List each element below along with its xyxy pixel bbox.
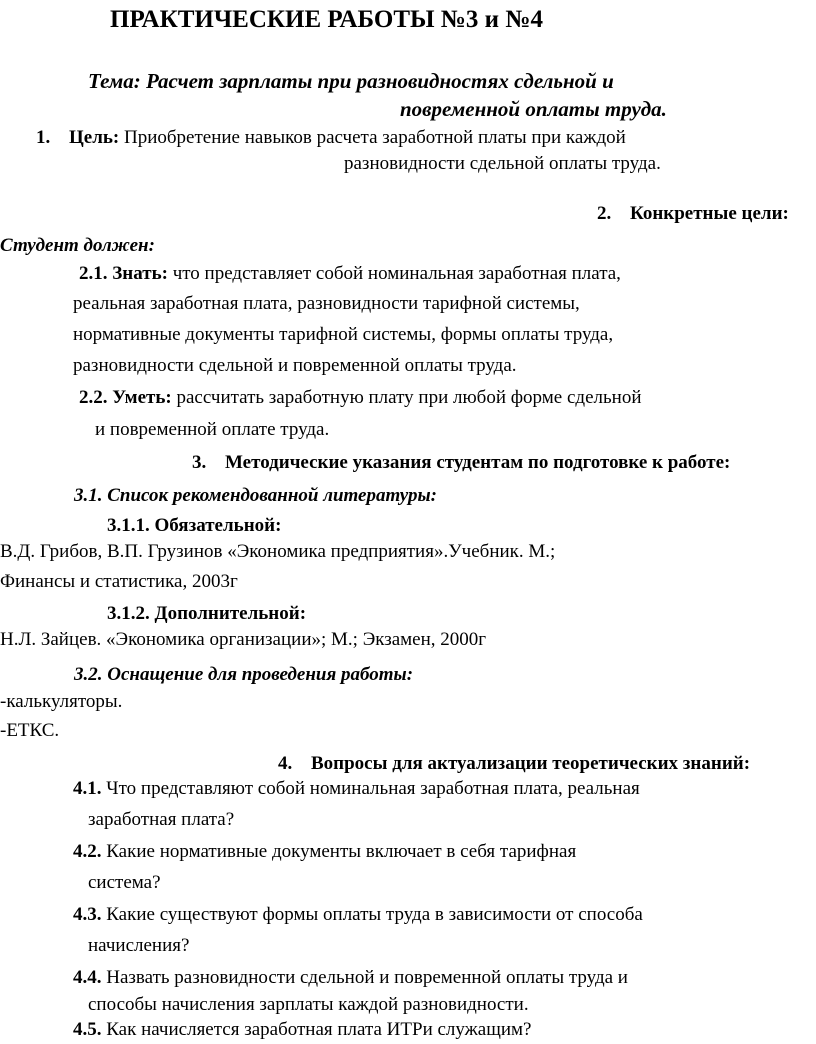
know-line-3: нормативные документы тарифной системы, формы оплаты труда, [73,324,614,345]
question-4-2-text: Какие нормативные документы включает в себя тарифная [101,841,577,862]
equipment-heading: 3.2. Оснащение для проведения работы: [74,664,414,685]
methodical-text: Методические указания студентам по подготовке к работе: [225,452,731,473]
question-4-2-line-2: система? [88,872,161,893]
page-title: ПРАКТИЧЕСКИЕ РАБОТЫ №3 и №4 [110,6,543,33]
question-4-3-label: 4.3. [73,904,102,925]
theme-line-2: повременной оплаты труда. [400,97,667,121]
questions-heading [278,752,750,776]
know-line-2: реальная заработная плата, разновидности тарифной системы, [73,293,580,314]
question-4-4-label: 4.4. [73,967,102,988]
know-text-1: что представляет собой номинальная заработная плата, [167,263,621,284]
literature-mandatory-line-1: В.Д. Грибов, В.П. Грузинов «Экономика предприятия».Учебник. М.; [0,541,556,562]
methodical-number: 3. [192,452,207,473]
goal-number: 1. [36,127,51,148]
goal-label: Цель: [69,127,120,148]
can-label: 2.2. Уметь: [79,387,172,408]
question-4-1-line-2: заработная плата? [88,809,235,830]
goal-text-1: Приобретение навыков расчета заработной платы при каждой [119,127,626,148]
literature-additional-heading: 3.1.2. Дополнительной: [107,603,307,624]
questions-text: Вопросы для актуализации теоретических знаний: [311,753,751,774]
goal-line-2: разновидности сдельной оплаты труда. [344,153,661,174]
specific-goals-text: Конкретные цели: [630,203,789,224]
question-4-2-label: 4.2. [73,841,102,862]
specific-goals-number: 2. [597,203,612,224]
specific-goals-heading [597,202,789,226]
equipment-item-1: -калькуляторы. [0,691,123,712]
question-4-5 [73,1018,531,1042]
can-line-1 [79,386,642,410]
question-4-1 [73,777,640,801]
question-4-4-line-2: способы начисления зарплаты каждой разновидности. [88,994,529,1015]
literature-mandatory-heading: 3.1.1. Обязательной: [107,515,282,536]
literature-additional-line-1: Н.Л. Зайцев. «Экономика организации»; М.; Экзамен, 2000г [0,629,487,650]
student-must: Студент должен: [0,235,155,256]
methodical-heading [192,451,730,475]
question-4-3 [73,903,643,927]
question-4-5-text: Как начисляется заработная плата ИТРи служащим? [101,1019,532,1040]
question-4-4-text: Назвать разновидности сдельной и повременной оплаты труда и [101,967,628,988]
literature-heading: 3.1. Список рекомендованной литературы: [74,485,437,506]
question-4-5-label: 4.5. [73,1019,102,1040]
equipment-item-2: -ЕТКС. [0,720,60,741]
know-label: 2.1. Знать: [79,263,168,284]
question-4-1-text: Что представляют собой номинальная заработная плата, реальная [101,778,640,799]
question-4-1-label: 4.1. [73,778,102,799]
know-line-1 [79,262,621,286]
literature-mandatory-line-2: Финансы и статистика, 2003г [0,571,238,592]
goal-line-1 [36,126,626,150]
question-4-3-text: Какие существуют формы оплаты труда в зависимости от способа [101,904,643,925]
question-4-3-line-2: начисления? [88,935,190,956]
question-4-2 [73,840,576,864]
can-line-2: и повременной оплате труда. [95,419,330,440]
can-text-1: рассчитать заработную плату при любой форме сдельной [171,387,642,408]
know-line-4: разновидности сдельной и повременной оплаты труда. [73,355,517,376]
question-4-4 [73,966,628,990]
theme-line-1: Тема: Расчет зарплаты при разновидностях сдельной и [88,69,614,93]
questions-number: 4. [278,753,293,774]
